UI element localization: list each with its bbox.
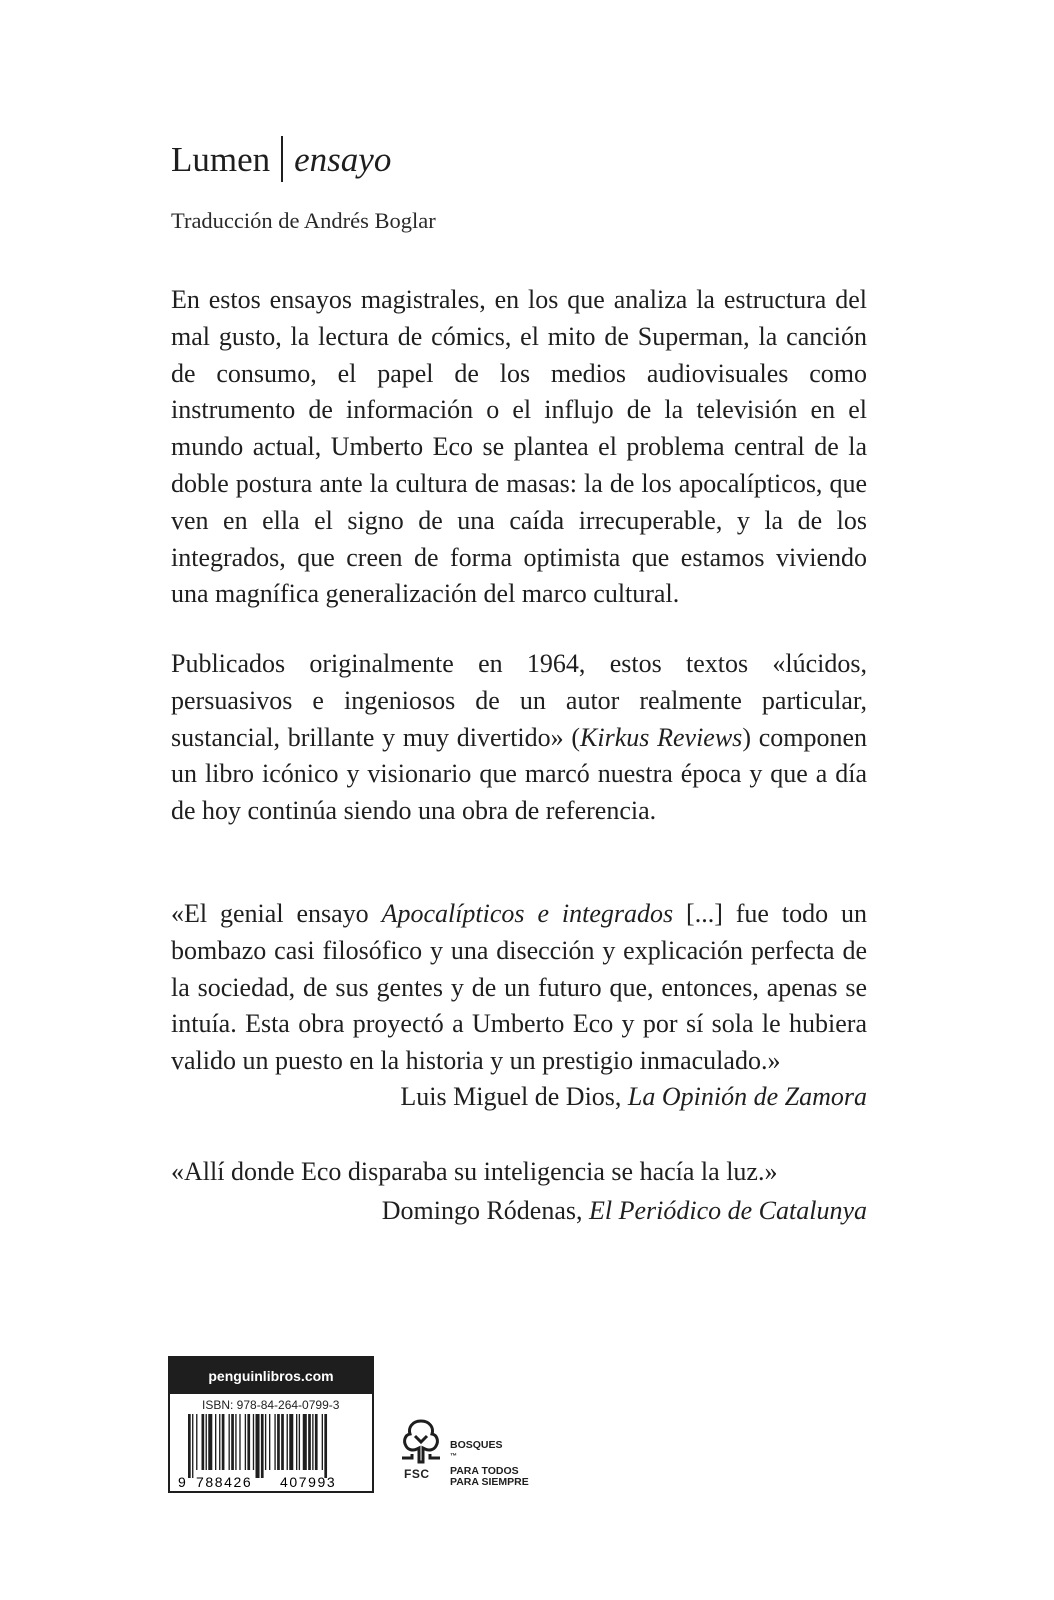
description-p2-end: ) componen un libro icónico y visionario que marcó nuestra época y que a día de hoy continúa siendo una obra de referencia. [171, 722, 867, 826]
barcode-bar [196, 1414, 197, 1470]
barcode-bar [274, 1414, 275, 1470]
barcode-digits-right: 407993 [280, 1474, 337, 1490]
barcode-bar [202, 1414, 205, 1470]
fsc-certification [398, 1418, 548, 1488]
review-quote-2: «Allí donde Eco disparaba su inteligencia se hacía la luz.» [171, 1157, 778, 1186]
quote-1-attribution [171, 1079, 867, 1116]
description-p2-start: Publicados originalmente en 1964, estos textos «lúcidos, persuasivos e ingeniosos de un autor realmente particular, sustancial, brillante y muy divertido» ( [171, 649, 867, 752]
description-paragraph-1: En estos ensayos magistrales, en los que analiza la estructura del mal gusto, la lectura de cómics, el mito de Superman, la canción de consumo, el papel de los medios audiovisuales como instrumento de información o el influjo de la televisión en el mundo actual, Umberto Eco se plantea el problema central de la doble postura ante la cultura de masas: la de los apocalípticos, que ven en ella el signo de una caída irrecuperable, y la de los integrados, que creen de forma optimista que estamos viviendo una magnífica generalización del marco cultural. [171, 285, 867, 609]
publisher-name: Lumen [171, 139, 271, 179]
barcode-bar [261, 1414, 264, 1478]
fsc-motto-line-1 [450, 1440, 529, 1466]
barcode-bar [208, 1414, 212, 1470]
publisher-brand [171, 136, 391, 182]
barcode-bar [253, 1414, 254, 1470]
quote-2-attribution [171, 1193, 867, 1230]
barcode-icon [176, 1414, 370, 1490]
kirkus-reviews-title: Kirkus Reviews [580, 722, 743, 752]
barcode-bar [231, 1414, 234, 1470]
barcode-bar [215, 1414, 216, 1470]
barcode-bar [245, 1414, 246, 1470]
barcode-bar [308, 1414, 311, 1470]
barcode-bar [281, 1414, 284, 1470]
quote-2-author: Domingo Ródenas, [381, 1196, 589, 1225]
book-title-reference: Apocalípticos e integrados [381, 899, 674, 928]
trademark-symbol: ™ [450, 1453, 457, 1460]
website-label: penguinlibros.com [170, 1358, 372, 1394]
barcode-bar [265, 1414, 266, 1470]
quote-1-end: [...] fue todo un bombazo casi filosófico y una disección y explicación perfecta de la sociedad, de sus gentes y de un futuro que, entonces, apenas se intuía. Esta obra proyectó a Umberto Eco y por sí sola le hubiera valido un puesto en la historia y un prestigio inmaculado.» [171, 899, 867, 1076]
barcode-bar [206, 1414, 207, 1470]
barcode-bar [269, 1414, 270, 1470]
barcode-bar [192, 1414, 193, 1478]
barcode-bar [256, 1414, 260, 1478]
translator-credit: Traducción de Andrés Boglar [171, 208, 436, 233]
barcode-bar [315, 1414, 318, 1470]
collection-name: ensayo [294, 139, 392, 179]
quote-2-source: El Periódico de Catalunya [588, 1196, 867, 1225]
isbn-label: ISBN: 978-84-264-0799-3 [202, 1398, 340, 1412]
barcode-bar [296, 1414, 297, 1470]
description-paragraph-2 [171, 646, 867, 830]
barcode-bar [247, 1414, 250, 1470]
barcode-bar [322, 1414, 323, 1470]
barcode-bar [287, 1414, 288, 1470]
fsc-motto-line-3: PARA SIEMPRE [450, 1475, 529, 1488]
barcode-bar [289, 1414, 293, 1470]
fsc-label: FSC [404, 1467, 430, 1481]
barcode-digits-left: 788426 [196, 1474, 253, 1490]
quote-1-author: Luis Miguel de Dios, [400, 1082, 628, 1111]
barcode-bar [229, 1414, 230, 1470]
barcode-bar [299, 1414, 300, 1470]
quote-1-source: La Opinión de Zamora [627, 1082, 867, 1111]
barcode-bar [324, 1414, 327, 1478]
fsc-motto-word-1: BOSQUES [450, 1439, 503, 1451]
barcode-panel [168, 1356, 374, 1493]
barcode-bar [222, 1414, 225, 1470]
review-quote-1 [171, 896, 867, 1080]
fsc-tree-icon [398, 1418, 444, 1468]
barcode-bar [188, 1414, 191, 1478]
fsc-motto-line-2: PARA TODOS [450, 1464, 519, 1477]
barcode-bar [312, 1414, 313, 1470]
barcode-bar [239, 1414, 240, 1470]
barcode-bar [219, 1414, 220, 1470]
quote-1-start: «El genial ensayo [171, 899, 382, 928]
fsc-motto [450, 1440, 529, 1488]
barcode-bar [303, 1414, 307, 1470]
barcode-bar [277, 1414, 280, 1470]
barcode-first-digit: 9 [178, 1474, 186, 1490]
barcode-bar [235, 1414, 236, 1470]
